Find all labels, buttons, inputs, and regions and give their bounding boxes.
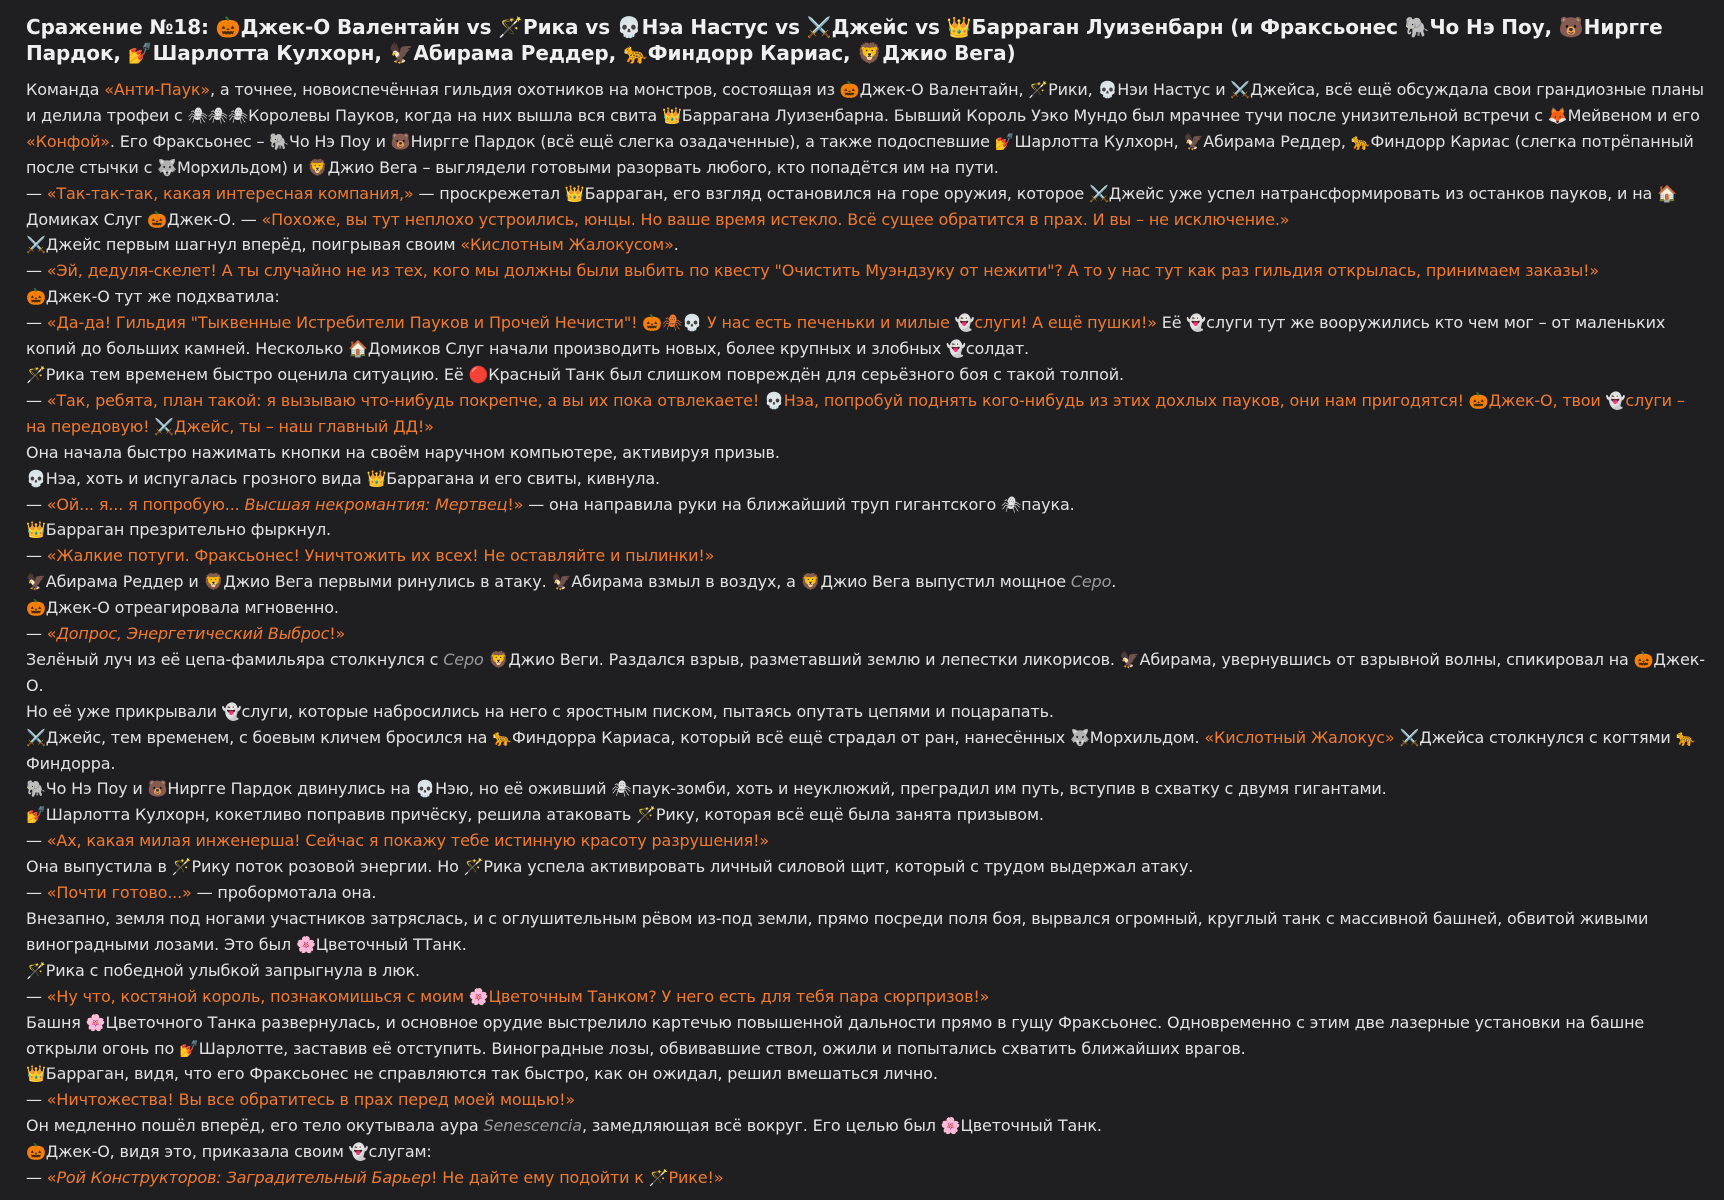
narration-text: 🎃Джек-О отреагировала мгновенно. [26, 598, 339, 618]
story-paragraph [26, 77, 1706, 181]
dialogue-text: «Ничтожества! Вы все обратитесь в прах перед моей мощью!» [46, 1090, 575, 1110]
story-paragraph [26, 1139, 1706, 1165]
narration-text: Она начала быстро нажимать кнопки на своём наручном компьютере, активируя призыв. [26, 442, 780, 462]
story-paragraph [26, 258, 1706, 284]
narration-text: — [26, 1090, 47, 1110]
narration-text: ⚔️Джейс первым шагнул вперёд, поигрывая своим [26, 235, 461, 255]
dialogue-text: «Так-так-так, какая интересная компания,» [46, 183, 414, 203]
dialogue-text: Допрос, Энергетический Выброс [56, 624, 330, 644]
narration-text: — [26, 986, 47, 1006]
dialogue-text: «Ах, какая милая инженерша! Сейчас я покажу тебе истинную красоту разрушения!» [46, 831, 769, 851]
narration-text: 💅Шарлотта Кулхорн, кокетливо поправив причёску, решила атаковать 🪄Рику, которая всё ещё была занята призывом. [26, 805, 1044, 825]
previous-text-strip [0, 0, 1724, 4]
dialogue-text: «Ну что, костяной король, познакомишься с моим 🌸Цветочным Танком? У него есть для тебя пара сюрпризов!» [46, 986, 990, 1006]
story-paragraph [26, 725, 1706, 777]
story-paragraph [26, 828, 1706, 854]
narration-text: — [26, 261, 47, 281]
story-paragraph [26, 595, 1706, 621]
dialogue-text: « [46, 624, 57, 644]
story-paragraph [26, 699, 1706, 725]
story-paragraph [26, 284, 1706, 310]
story-paragraph [26, 958, 1706, 984]
narration-text: Зелёный луч из её цепа-фамильяра столкнулся с [26, 649, 444, 669]
narration-text: — [26, 883, 47, 903]
narration-text: — [26, 624, 47, 644]
ability-term: Senescencia [483, 1116, 582, 1136]
narration-text: — [26, 1168, 47, 1188]
story-paragraph [26, 543, 1706, 569]
story-paragraph [26, 621, 1706, 647]
narration-text: ⚔️Джейс, тем временем, с боевым кличем бросился на 🐆Финдорра Кариаса, который всё ещё страдал от ран, нанесённых 🐺Морхильдом. [26, 727, 1205, 747]
dialogue-text: «Так, ребята, план такой: я вызываю что-нибудь покрепче, а вы их пока отвлекаете! 💀Нэа, попробуй поднять кого-нибудь из этих дохлых пауков, они нам пригодятся! 🎃Джек-О, твои 👻слуги – на передовую! ⚔️Джейс, ты – наш главный ДД!» [26, 390, 1685, 436]
story-paragraph [26, 984, 1706, 1010]
story-paragraph [26, 232, 1706, 258]
dialogue-text: !» [507, 494, 524, 514]
dialogue-text: «Похоже, вы тут неплохо устроились, юнцы. Но ваше время истекло. Всё сущее обратится в прах. И вы – не исключение.» [261, 209, 1290, 229]
dialogue-text: Высшая некромантия: Мертвец [244, 494, 508, 514]
narration-text: 👑Барраган презрительно фыркнул. [26, 520, 331, 540]
ability-term: Серо [443, 649, 484, 669]
story-paragraph [26, 1165, 1706, 1191]
narration-text: 🪄Рика с победной улыбкой запрыгнула в люк. [26, 960, 420, 980]
dialogue-text: «Эй, дедуля-скелет! А ты случайно не из тех, кого мы должны были выбить по квесту "Очистить Муэндзуку от нежити"? А то у нас тут как раз гильдия открылась, принимаем заказы!» [46, 261, 1600, 281]
story-container [26, 14, 1706, 1191]
story-paragraph [26, 440, 1706, 466]
story-paragraph [26, 1087, 1706, 1113]
narration-text: — она направила руки на ближайший труп гигантского 🕷паука. [523, 494, 1075, 514]
narration-text: 👑Барраган, видя, что его Фраксьонес не справляются так быстро, как он ожидал, решил вмешаться лично. [26, 1064, 938, 1084]
narration-text: Внезапно, земля под ногами участников затряслась, и с оглушительным рёвом из-под земли, прямо посреди поля боя, вырвался огромный, круглый танк с массивной башней, обвитой живыми виноградными лозами. Это был 🌸Цветочный ТТанк. [26, 909, 1649, 954]
story-body [26, 77, 1706, 1191]
dialogue-text: !» [329, 624, 346, 644]
narration-text: 🎃Джек-О тут же подхватила: [26, 287, 280, 307]
narration-text: . [1111, 572, 1117, 592]
story-paragraph [26, 854, 1706, 880]
story-paragraph [26, 776, 1706, 802]
battle-title: Сражение №18: 🎃Джек-О Валентайн vs 🪄Рика vs 💀Нэа Настус vs ⚔️Джейс vs 👑Барраган Луизенбарн (и Фраксьонес 🐘Чо Нэ Поу, 🐻Ниргге Пардок, 💅Шарлотта Кулхорн, 🦅Абирама Реддер, 🐆Финдорр Кариас, 🦁Джио Вега) [26, 15, 1663, 65]
narration-text: — [26, 494, 47, 514]
narration-text: ⚔️Джейса столкнулся с когтями 🐆Финдорра. [26, 727, 1696, 773]
dialogue-text: «Конфой» [26, 131, 110, 151]
ability-term: Серо [1070, 572, 1112, 592]
narration-text: — проскрежетал 👑Барраган, его взгляд остановился на горе оружия, которое ⚔️Джейс уже успел натрансформировать из останков пауков, и на 🏠Домиках Слуг 🎃Джек-О. — [26, 183, 1677, 229]
story-paragraph [26, 906, 1706, 958]
dialogue-text: «Кислотным Жалокусом» [460, 235, 674, 255]
narration-text: Он медленно пошёл вперёд, его тело окутывала аура [26, 1116, 484, 1136]
narration-text: 🎃Джек-О, видя это, приказала своим 👻слугам: [26, 1142, 432, 1162]
story-paragraph [26, 310, 1706, 362]
dialogue-text: «Кислотный Жалокус» [1204, 727, 1395, 747]
dialogue-text: «Почти готово...» [46, 883, 192, 903]
narration-text: Она выпустила в 🪄Рику поток розовой энергии. Но 🪄Рика успела активировать личный силовой щит, который с трудом выдержал атаку. [26, 857, 1194, 877]
narration-text: . Его Фраксьонес – 🐘Чо Нэ Поу и 🐻Ниргге Пардок (всё ещё слегка озадаченные), а также подоспевшие 💅Шарлотта Кулхорн, 🦅Абирама Реддер, 🐆Финдорр Кариас (слегка потрёпанный после стычки с 🐺Морхильдом) и 🦁Джио Вега – выглядели готовыми разорвать любого, кто попадётся им на пути. [26, 131, 1694, 177]
story-paragraph [26, 1010, 1706, 1062]
dialogue-text: Рой Конструкторов: Заградительный Барьер [56, 1168, 431, 1188]
story-paragraph [26, 181, 1706, 233]
narration-text: Её 👻слуги тут же вооружились кто чем мог – от маленьких копий до больших камней. Несколько 🏠Домиков Слуг начали производить новых, более крупных и злобных 👻солдат. [26, 313, 1666, 359]
dialogue-text: «Да-да! Гильдия "Тыквенные Истребители Пауков и Прочей Нечисти"! 🎃🕷💀 У нас есть печеньки и милые 👻слуги! А ещё пушки!» [46, 313, 1157, 333]
narration-text: 🪄Рика тем временем быстро оценила ситуацию. Её 🔴Красный Танк был слишком повреждён для серьёзного боя с такой толпой. [26, 364, 1124, 384]
dialogue-text: «Жалкие потуги. Фраксьонес! Уничтожить их всех! Не оставляйте и пылинки!» [46, 546, 715, 566]
story-paragraph [26, 388, 1706, 440]
story-paragraph [26, 569, 1706, 595]
narration-text: — [26, 546, 47, 566]
story-paragraph [26, 466, 1706, 492]
dialogue-text: «Анти-Паук» [104, 80, 211, 99]
narration-text: 🦁Джио Веги. Раздался взрыв, разметавший землю и лепестки ликорисов. 🦅Абирама, увернувшись от взрывной волны, спикировал на 🎃Джек-О. [26, 649, 1705, 695]
narration-text: — пробормотала она. [191, 883, 377, 903]
story-paragraph [26, 1061, 1706, 1087]
narration-text: 💀Нэа, хоть и испугалась грозного вида 👑Барраганa и его свиты, кивнула. [26, 468, 660, 488]
story-paragraph [26, 647, 1706, 699]
narration-text: . [673, 235, 679, 255]
dialogue-text: «Ой... я... я попробую... [46, 494, 245, 514]
narration-text: — [26, 831, 47, 851]
narration-text: 🐘Чо Нэ Поу и 🐻Ниргге Пардок двинулись на 💀Нэю, но её оживший 🕷паук-зомби, хоть и неуклюжий, преградил им путь, вступив в схватку с двумя гигантами. [26, 779, 1387, 799]
story-paragraph [26, 1113, 1706, 1139]
narration-text: — [26, 390, 47, 410]
narration-text: Башня 🌸Цветочного Танка развернулась, и основное орудие выстрелило картечью повышенной дальности прямо в гущу Фраксьонес. Одновременно с этим две лазерные установки на башне открыли огонь по 💅Шарлотте, заставив её отступить. Виноградные лозы, обвивавшие ствол, ожили и попытались схватить ближайших врагов. [26, 1012, 1645, 1058]
story-paragraph [26, 880, 1706, 906]
narration-text: Команда [26, 80, 105, 99]
narration-text: — [26, 313, 47, 333]
narration-text: 🦅Абирама Реддер и 🦁Джио Вега первыми ринулись в атаку. 🦅Абирама взмыл в воздух, а 🦁Джио Вега выпустил мощное [26, 572, 1071, 592]
dialogue-text: « [46, 1168, 57, 1188]
story-paragraph [26, 362, 1706, 388]
narration-text: , а точнее, новоиспечённая гильдия охотников на монстров, состоящая из 🎃Джек-О Валентайн, 🪄Рики, 💀Нэи Настус и ⚔️Джейса, всё ещё обсуждала свои грандиозные планы и делила трофеи с 🕷🕷🕷Королевы Пауков, когда на них вышла вся свита 👑Барраганa Луизенбарна. Бывший Король Уэко Мундо был мрачнее тучи после унизительной встречи с 🦊Мейвеном и его [26, 80, 1704, 125]
narration-text: , замедляющая всё вокруг. Его целью был 🌸Цветочный Танк. [581, 1116, 1102, 1136]
dialogue-text: ! Не дайте ему подойти к 🪄Рике!» [431, 1168, 724, 1188]
story-paragraph [26, 802, 1706, 828]
story-paragraph [26, 492, 1706, 518]
story-paragraph [26, 517, 1706, 543]
narration-text: Но её уже прикрывали 👻слуги, которые набросились на него с яростным писком, пытаясь опутать цепями и поцарапать. [26, 701, 1054, 721]
narration-text: — [26, 183, 47, 203]
